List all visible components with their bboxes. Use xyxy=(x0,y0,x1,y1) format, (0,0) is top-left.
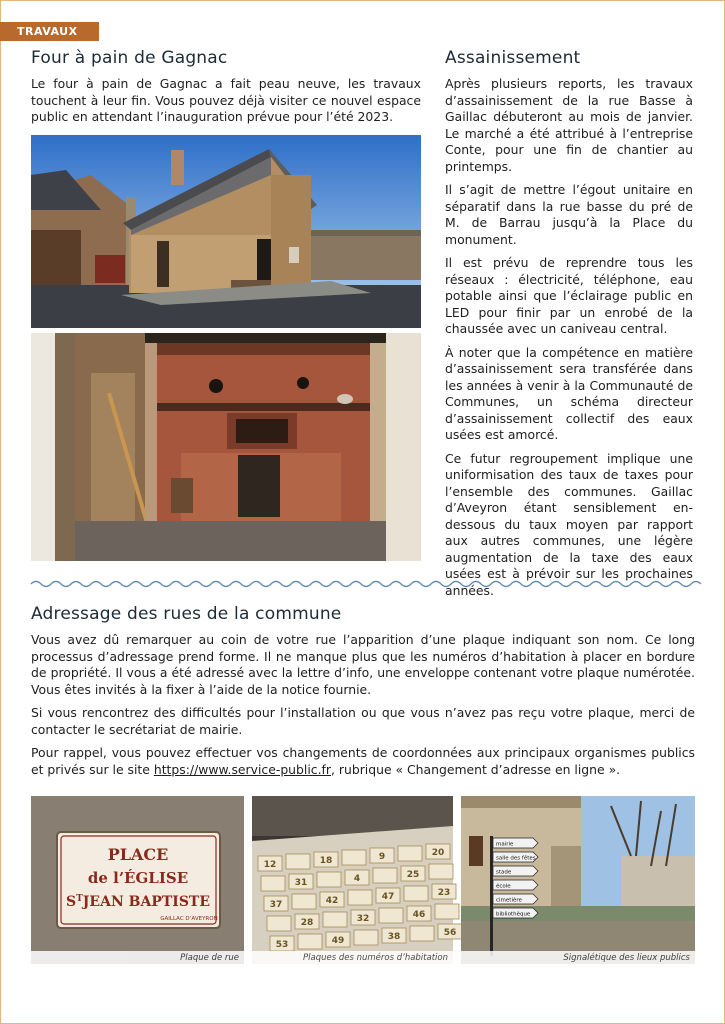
number-plaque-label: 25 xyxy=(406,870,420,880)
assainissement-paragraph-4: À noter que la compétence en matière d’assainissement sera transférée dans les années à venir à la Communauté de Communes, un schéma directeur d’assainissement collectif des eaux usées est amorcé. xyxy=(445,344,693,442)
sign-line1: PLACE xyxy=(107,845,169,864)
photo-four-exterior xyxy=(31,135,421,328)
assainissement-paragraph-2: Il s’agit de mettre l’égout unitaire en séparatif dans la rue basse du pré de M. de Barrau jusqu’à la Place du monument. xyxy=(445,182,693,247)
number-plaque xyxy=(286,854,310,869)
number-plaque-label: 12 xyxy=(263,860,277,870)
sign-line2: de l’ÉGLISE xyxy=(87,869,189,887)
adressage-text-after-link: , rubrique « Changement d’adresse en ligne ». xyxy=(331,761,621,777)
adressage-paragraph-1: Vous avez dû remarquer au coin de votre rue l’apparition d’une plaque indiquant son nom. Ce long processus d’adressage prend forme. Il ne manque plus que les numéros d’habitation à placer en bordure de propriété. Il vous a été adressé avec la lettre d’info, une enveloppe contenant votre plaque numérotée. Vous êtes invités à la fixer à l’aide de la notice fournie. xyxy=(31,632,695,697)
photo-plaque-rue xyxy=(31,796,244,964)
number-plaque xyxy=(317,872,341,887)
number-plaque-label: 49 xyxy=(331,936,345,946)
four-text xyxy=(31,76,421,133)
number-plaque xyxy=(410,926,434,941)
signpost-label: école xyxy=(496,883,511,890)
adressage-paragraph-3 xyxy=(31,745,695,778)
number-plaque xyxy=(435,904,459,919)
caption-plaque-rue: Plaque de rue xyxy=(31,951,244,964)
assainissement-paragraph-1: Après plusieurs reports, les travaux d’assainissement de la rue Basse à Gaillac débuteront au mois de janvier. Le marché a été attribué à l’entreprise Conte, pour une fin de chantier au printemps. xyxy=(445,76,693,174)
caption-plaques-numeros: Plaques des numéros d’habitation xyxy=(252,951,453,964)
four-paragraph: Le four à pain de Gagnac a fait peau neuve, les travaux touchent à leur fin. Vous pouvez déjà visiter ce nouvel espace public en attendant l’inauguration prévue pour l’été 2023. xyxy=(31,76,421,124)
number-plaque-label: 18 xyxy=(319,856,333,866)
photo-four-interior xyxy=(31,333,421,561)
adressage-paragraph-2: Si vous rencontrez des difficultés pour l’installation ou que vous n’avez pas reçu votre plaque, merci de contacter le secrétariat de mairie. xyxy=(31,705,695,737)
sign-line3-rest: JEAN BAPTISTE xyxy=(82,894,211,910)
number-plaque xyxy=(404,886,428,901)
number-plaque xyxy=(354,930,378,945)
number-plaque xyxy=(373,868,397,883)
number-plaque xyxy=(398,846,422,861)
adressage-title: Adressage des rues de la commune xyxy=(31,604,342,624)
wave-divider xyxy=(31,578,695,590)
number-plaque xyxy=(348,890,372,905)
signpost-label: bibliothèque xyxy=(496,911,531,918)
number-plaque-label: 9 xyxy=(378,852,386,862)
number-plaque xyxy=(429,864,453,879)
assainissement-title: Assainissement xyxy=(445,48,581,68)
adressage-text xyxy=(31,632,695,785)
signpost-label: salle des fêtes xyxy=(496,855,536,862)
number-plaque-label: 56 xyxy=(443,928,457,938)
service-public-link[interactable]: https://www.service-public.fr xyxy=(153,761,331,777)
number-plaque-label: 38 xyxy=(387,932,401,942)
assainissement-paragraph-3: Il est prévu de reprendre tous les réseaux : électricité, téléphone, eau potable ainsi que l’éclairage public en LED pour finir par un enrobé de la chaussée avec un caniveau central. xyxy=(445,255,693,336)
adressage-text-before-link: Pour rappel, vous pouvez effectuer vos changements de coordonnées aux principaux organismes publics et privés sur le site xyxy=(31,745,695,777)
signpost-label: stade xyxy=(496,869,512,876)
signpost-label: mairie xyxy=(496,841,514,848)
number-plaque-label: 53 xyxy=(275,940,289,950)
photo-plaques-numeros xyxy=(252,796,457,964)
number-plaque-label: 23 xyxy=(437,888,451,898)
number-plaque xyxy=(323,912,347,927)
number-plaque-label: 46 xyxy=(412,910,426,920)
section-tab: TRAVAUX xyxy=(0,22,99,41)
number-plaque-label: 20 xyxy=(431,848,445,858)
signpost-label: cimetière xyxy=(496,897,522,904)
number-plaque xyxy=(267,916,291,931)
photo-signaletique xyxy=(461,796,695,964)
number-plaque xyxy=(379,908,403,923)
number-plaque xyxy=(261,876,285,891)
number-plaque xyxy=(292,894,316,909)
number-plaque-label: 28 xyxy=(300,918,314,928)
number-plaque-label: 31 xyxy=(294,878,308,888)
number-plaque-label: 47 xyxy=(381,892,395,902)
assainissement-paragraph-5: Ce futur regroupement implique une uniformisation des taux de taxes pour l’ensemble des communes. Gaillac d’Aveyron étant sensiblement en-dessous du taux moyen par rapport aux autres communes, une légère augmentation de la taxe des eaux usées est à prévoir sur les prochaines années. xyxy=(445,450,693,598)
number-plaque-label: 4 xyxy=(353,874,361,884)
number-plaque-label: 37 xyxy=(269,900,283,910)
sign-line3 xyxy=(66,894,210,910)
sign-line4: GAILLAC D’AVEYRON xyxy=(160,916,218,922)
number-plaque xyxy=(342,850,366,865)
sign-line3-s: S xyxy=(65,894,77,910)
assainissement-text xyxy=(445,76,693,606)
number-plaque xyxy=(298,934,322,949)
four-title: Four à pain de Gagnac xyxy=(31,48,228,68)
number-plaque-label: 32 xyxy=(356,914,370,924)
number-plaque-label: 42 xyxy=(325,896,339,906)
caption-signaletique: Signalétique des lieux publics xyxy=(461,951,695,964)
sign-line3-sup: T xyxy=(76,894,83,904)
